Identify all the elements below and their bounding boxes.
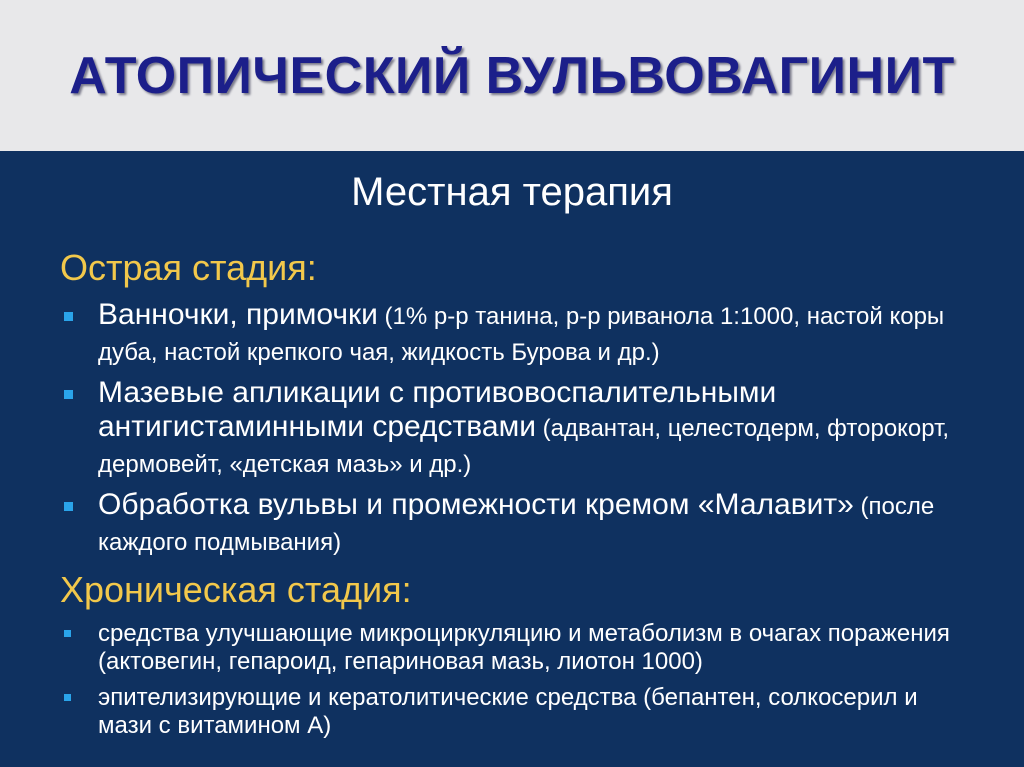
acute-stage-heading: Острая стадия:: [60, 247, 317, 288]
chronic-stage-heading: Хроническая стадия:: [60, 569, 412, 610]
list-item: [60, 684, 960, 740]
item-note-text: (адвантан, целестодерм, фторокорт, дермовейт, «детская мазь» и др.): [98, 415, 950, 478]
square-bullet-icon: [64, 694, 71, 701]
list-item: [60, 620, 960, 676]
item-text: средства улучшающие микроциркуляцию и метаболизм в очагах поражения (актовегин, гепароид, гепариновая мазь, лиотон 1000): [98, 620, 950, 675]
list-item: [60, 298, 960, 370]
square-bullet-icon: [64, 312, 73, 321]
item-main-text: Ванночки, примочки: [98, 298, 378, 331]
item-note-text: (после каждого подмывания): [98, 493, 935, 556]
title-bar: [0, 0, 1024, 151]
item-main-text: Обработка вульвы и промежности кремом «Малавит»: [98, 488, 854, 521]
slide-title: АТОПИЧЕСКИЙ ВУЛЬВОВАГИНИТ: [69, 47, 955, 105]
item-note-text: (1% р-р танина, р-р риванола 1:1000, настой коры дуба, настой крепкого чая, жидкость Бурова и др.): [98, 303, 945, 366]
chronic-stage-list: [60, 620, 960, 740]
list-item: [60, 376, 960, 482]
square-bullet-icon: [64, 502, 73, 511]
slide-subtitle: Местная терапия: [351, 170, 673, 214]
square-bullet-icon: [64, 630, 71, 637]
content-area: [60, 248, 960, 748]
list-item: [60, 488, 960, 560]
item-text: эпителизирующие и кератолитические средства (бепантен, солкосерил и мази с витамином А): [98, 684, 918, 739]
acute-stage-list: [60, 298, 960, 560]
item-main-text: Мазевые апликации с противовоспалительными антигистаминными средствами: [98, 376, 777, 443]
square-bullet-icon: [64, 390, 73, 399]
